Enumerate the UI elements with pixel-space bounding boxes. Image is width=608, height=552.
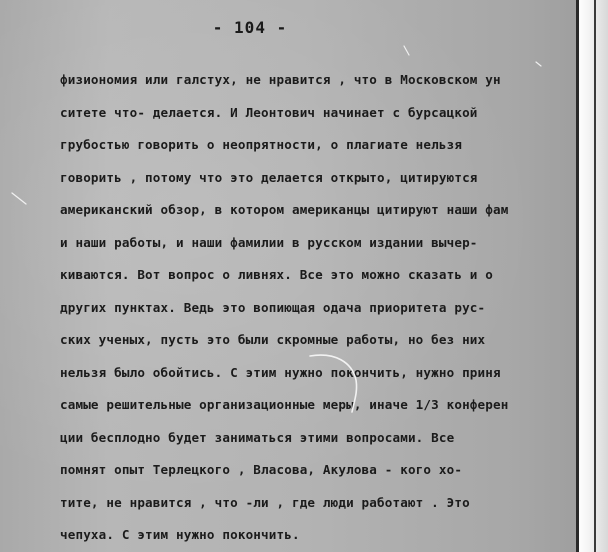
text-line: американский обзор, в котором американцы цитируют наши фам [60, 202, 509, 217]
text-line: ситете что- делается. И Леонтович начинает с бурсацкой [60, 104, 478, 120]
text-line: самые решительные организационные меры, иначе 1/3 конферен [60, 397, 509, 412]
text-line: ции бесплодно будет заниматься этими вопросами. Все [60, 429, 455, 445]
text-line: физиономия или галстух, не нравится , что в Московском ун [60, 72, 501, 87]
page-number: - 104 - [212, 18, 288, 37]
text-line: тите, не нравится , что -ли , где люди работают . Это [60, 494, 470, 510]
text-line: помнят опыт Терлецкого , Власова, Акулова - кого хо- [60, 462, 463, 477]
text-line: и наши работы, и наши фамилии в русском издании вычер- [60, 234, 478, 250]
text-line: нельзя было обойтись. С этим нужно покончить, нужно приня [60, 364, 501, 380]
text-line: говорить , потому что это делается открыто, цитируются [60, 169, 478, 185]
page-edge-line-secondary [594, 0, 596, 552]
text-line: грубостью говорить о неопрятности, о плагиате нельзя [60, 137, 463, 152]
text-line: киваются. Вот вопрос о ливнях. Все это можно сказать и о [60, 267, 493, 282]
typewritten-text-body [60, 64, 580, 552]
text-line: других пунктах. Ведь это вопиющая одача приоритета рус- [60, 299, 486, 315]
text-line: чепуха. С этим нужно покончить. [60, 527, 300, 542]
page-edge-line [576, 0, 579, 552]
page-edge-strip [578, 0, 608, 552]
text-line: ских ученых, пусть это были скромные работы, но без них [60, 332, 486, 347]
